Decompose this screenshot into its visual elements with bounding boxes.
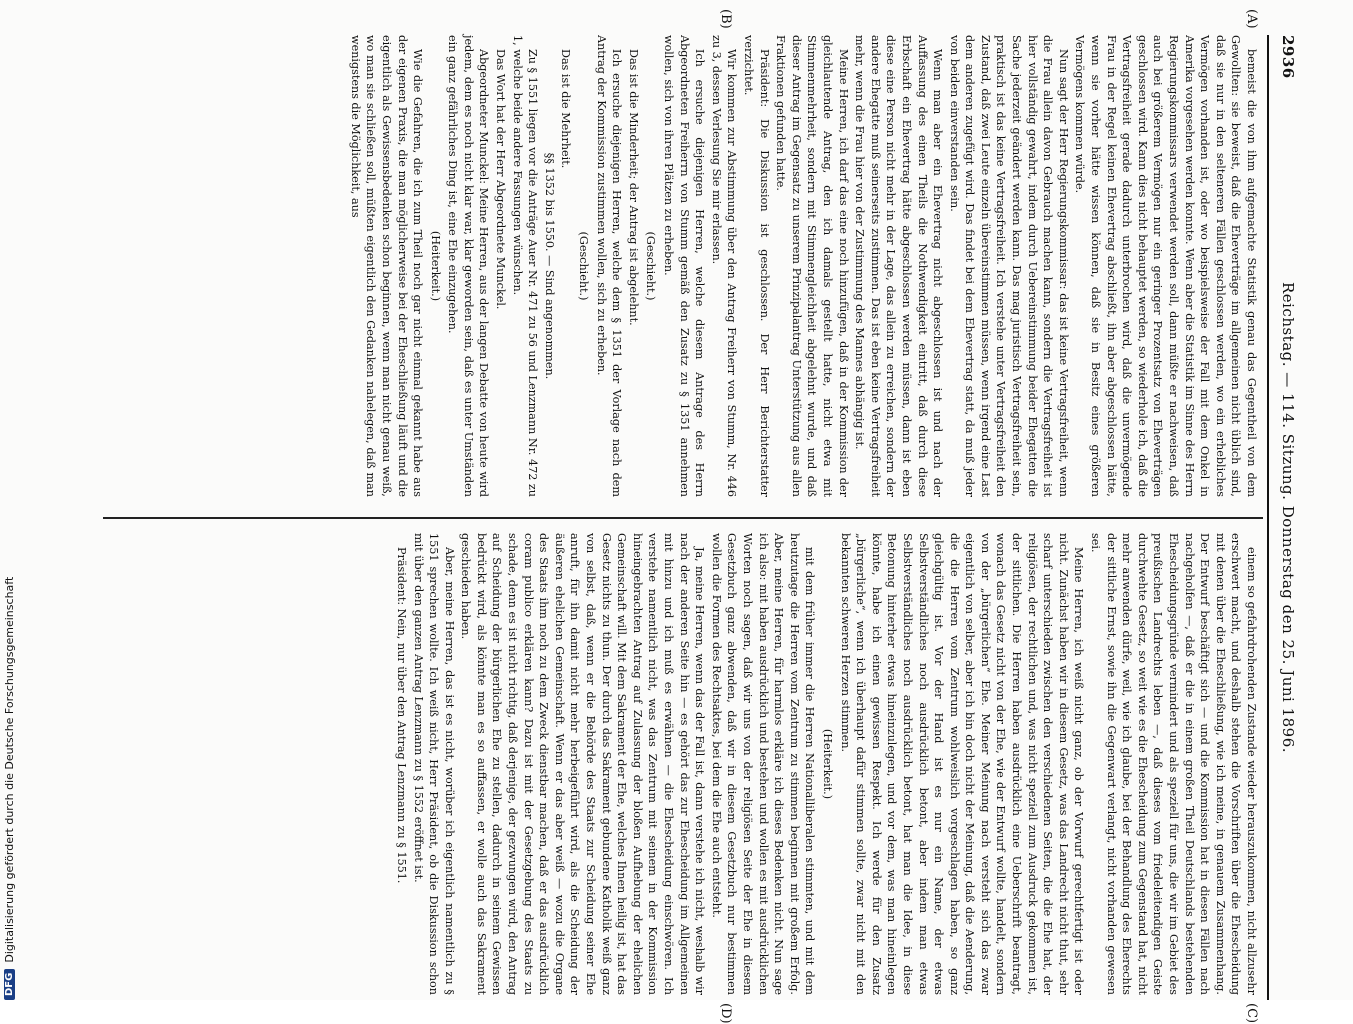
paragraph: mit dem früher immer die Herren Nationalliberalen stimmten, und mit dem heutzutage die Herren vom Zentrum zu stimmen beginnen mit großem Erfolg. Aber, meine Herren, für harmlos erkläre ich dieses Bedenken nicht. Nun sage ich also: mit haben ausdrücklich und bestehen und wollen es mit ausdrücklichen Worten noch sagen, daß wir uns von der religiösen Seite der Ehe in diesem Gesetzbuch ganz abwenden, daß wir in diesem Gesetzbuch nur bestimmen wollen die Formen des Rechtsaktes, bei dem die Ehe auch entsteht. — [709, 533, 817, 995]
margin-mark-b: (B) — [718, 9, 733, 29]
paragraph: einem so gefahrdrohenden Zustande wieder herauszukommen, nicht allzusehr erschwert macht, und deshalb stehen die Vorschriften über die Ehescheidung mit denen über die Eheschließung, wie ich meine, in genauem Zusammenhang. Der Entwurf beschäftigt sich — und die Kommission hat in diesen Fällen nach nachgeholfen —, daß er die in einem großen Theil Deutschlands bestehenden Ehescheidungsgründe vermindert und als speziell für uns, die wir im Gebiet des preußischen Landrechts leben —, daß dieses vom friedeleitendigen Geiste durchwehte Gesetz, so weit wie es die Ehescheidung zum Gegenstand hat, nicht mehr anwenden dürfe, weil, wie ich glaube, bei der Behandlung des Eherechts der sittliche Ernst, sowie ihn die Gegenwart verlangt, nicht vorhanden gewesen sei. — [1089, 533, 1258, 995]
margin-mark-d: (D) — [718, 1003, 733, 1024]
margin-mark-c: (C) — [1244, 1003, 1259, 1024]
dfg-logo: DFG — [4, 969, 15, 1000]
paragraph: Aber, meine Herren, das ist es nicht, worüber ich eigentlich namentlich zu § 1551 sprechen wollte. Ich weiß nicht, Herr Präsident, ob die Diskussion schon mit über den ganzen Antrag Lenzmann zu § 1552 eröffnet ist. — [411, 533, 456, 995]
paragraph: Wie die Gefahren, die ich zum Theil noch gar nicht einmal gekannt habe aus der eigenen Praxis, die man möglicherweise bei der Eheschließung läuft und die eigentlich als Gewissensbedenken schon beginnen, wenn man nicht genau weiß, wo man sie schließen soll, müßten eigentlich den Gedanken nahelegen, daß man wenigstens die Möglichkeit, aus — [348, 35, 425, 497]
page-title: Reichstag. — 114. Sitzung. Donnerstag den 25. Juni 1896. — [1279, 281, 1297, 754]
paragraph: Meine Herren, ich darf das eine noch hinzufügen, daß in der Kommission der gleichlautende Antrag, den ich damals gestellt hatte, nicht etwa mit Stimmenmehrheit, sondern mit Stimmengleichheit abgelehnt wurde, und daß dieser Antrag im Gegensatz zu unserem Prinzipalantrag Unterstützung aus allen Fraktionen gefunden hatte. — [774, 35, 850, 497]
paragraph: Ich ersuche diejenigen Herren, welche dem § 1351 der Vorlage nach dem Antrag der Kommission zustimmen wollen, sich zu erheben. — [594, 35, 624, 497]
paragraph: Wenn man aber ein Ehevertrag nicht abgeschlossen ist und nach der Auffassung des einen Theils die Nothwendigkeit eintritt, daß durch diese Erbschaft ein Ehevertrag hätte abgeschlossen werden müssen, dann ist eben diese eine Person nicht mehr in der Lage, das allein zu erreichen, sondern der andere Ehegatte muß seinerseits zustimmen. Das ist eben keine Vertragsfreiheit mehr, wenn die Frau hier von der Zustimmung des Mannes abhängig ist. — [853, 35, 945, 497]
stage-direction: (Geschieht.) — [577, 231, 591, 301]
paragraph: Präsident: Die Diskussion ist geschlossen. Der Herr Berichterstatter verzichtet. — [742, 35, 771, 497]
paragraph: Abgeordneter Munckel: Meine Herren, aus der langen Debatte von heute wird jedem, dem es noch nicht klar war, klar geworden sein, daß es unter Umständen ein ganz gefährliches Ding ist, eine Ehe einzugehen. — [446, 35, 491, 497]
margin-mark-a: (A) — [1244, 9, 1259, 29]
paragraph: Das ist die Mehrheit. — [559, 49, 573, 169]
right-column — [392, 533, 1259, 995]
footer-text: Digitalisierung gefördert durch die Deutsche Forschungsgemeinschaft — [2, 576, 16, 963]
paragraph: Das ist die Minderheit; der Antrag ist abgelehnt. — [626, 49, 640, 326]
paragraph: bemeist die von ihm aufgemachte Statistik genau das Gegentheil von dem Gewollten: sie beweist, daß die Eheverträge im allgemeinen nicht üblich sind, daß sie nur in den selteneren Fällen geschlossen werden, wo ein erhebliches Vermögen vorhanden ist, oder wo beispielsweise der Fall mit dem Onkel in Amerika vorgesehen werden konnte. Wenn aber die Statistik im Sinne des Herrn Regierungskommissars verwendet werden soll, dann müßte er nachweisen, daß auch bei größerem Vermögen nur ein geringer Prozentsatz von Eheverträgen geschlossen wird. Kann dies nicht behauptet werden, so wiederhole ich, daß die Vertragsfreiheit gerade dadurch unterbrochen wird, daß die unvermögende Frau in der Regel keinen Ehevertrag abschließt, ihn aber abgeschlossen hätte, wenn sie vorher hätte wissen können, daß sie in Besitz eines größeren Vermögens kommen würde. — [1073, 35, 1258, 497]
header-rule — [1267, 35, 1269, 1000]
stage-direction: (Heiterkeit.) — [820, 728, 834, 800]
page-number: 2936 — [1279, 35, 1297, 79]
paragraph: Das Wort hat der Herr Abgeordnete Munckel. — [494, 49, 508, 310]
left-column — [346, 35, 1259, 497]
footer-credit — [0, 0, 18, 1000]
paragraph: Nun sagt der Herr Regierungskommissar: das ist keine Vertragsfreiheit, wenn die Frau allein davon Gebrauch machen kann, sondern die Vertragsfreiheit ist hier vollständig gewahrt, indem durch Uebereinstimmung beider Ehegatten die Sache jederzeit geändert werden kann. Das mag juristisch Vertragsfreiheit sein, praktisch ist das keine Vertragsfreiheit. Ich verstehe unter Vertragsfreiheit den Zustand, daß zwei Leute einzeln übereinstimmen müssen, wenn irgend eine Last dem anderen zugefügt wird. Das findet bei dem Ehevertrag statt, da muß jeder von beiden einverstanden sein. — [947, 35, 1070, 497]
paragraph: Ja, meine Herren, wenn das der Fall ist, dann verstehe ich nicht, weshalb wir nach der anderen Seite hin — es gehört das zur Ehescheidung im Allgemeinen mit hinzu und ich muß es erwähnen — die Ehescheidung einschwören. Ich verstehe namentlich nicht, was das Zentrum mit seinem in der Kommission hineingebrachten Antrag auf Zulassung der bloßen Aufhebung der ehelichen Gemeinschaft will. Mit dem Sakrament der Ehe, welches Ihnen heilig ist, hat das Gesetz nichts zu thun. Der durch das Sakrament gebundene Katholik weiß ganz von selbst, daß, wenn er die Behörde des Staats zur Scheidung seiner Ehe anruft, für ihn damit nicht mehr herbeigeführt wird, als die Scheidung der äußeren ehelichen Gemeinschaft. Wenn er das aber weiß — wozu die Organe des Staats ihm noch zu dem Zweck dienstbar machen, daß er das ausdrücklich coram publico erklären kann? Dazu ist mit der Gesetzgebung des Staats zu schade, denn es ist nicht richtig, daß derjenige, der gezwungen wird, den Antrag auf Scheidung der bürgerlichen Ehe zu stellen, dadurch in seinem Gewissen bedrückt wird, als könnte man es so auffassen, er wolle auch das Sakrament geschieden haben. — [459, 533, 707, 995]
paragraph: Zu § 1551 liegen vor die Anträge Auer Nr. 471 zu 56 und Lenzmann Nr. 472 zu 1, welche beide andere Fassungen wünschen. — [510, 35, 540, 497]
paragraph: Wir kommen zur Abstimmung über den Antrag Freiherr von Stumm, Nr. 446 zu 3, dessen Verlesung Sie mir erlassen. — [709, 35, 739, 497]
stage-direction: (Geschieht.) — [644, 231, 658, 301]
paragraph: Meine Herren, ich weiß nicht ganz, ob der Vorwurf gerechtfertigt ist oder nicht. Zunächst haben wir in diesem Gesetz, was das Landrecht nicht thut, sehr scharf unterschieden zwischen den verschiedenen Seiten, die die Ehe hat, der religiösen, der rechtlichen und, was nicht speziell zum Ausdruck gekommen ist, der sittlichen. Die Herren haben ausdrücklich eine Ueberschrift beantragt, wonach das Gesetz nicht von der Ehe, wie der Entwurf wollte, handelt, sondern von der „bürgerlichen“ Ehe. Meiner Meinung nach versteht sich das zwar eigentlich von selber, aber ich bin doch nicht der Meinung, daß die Aenderung, die die Herren vom Zentrum wohlweislich vorgeschlagen haben, so ganz gleichgültig ist. Vor der Hand ist es nur ein Name, der etwas Selbstverständliches noch ausdrücklich betont, aber indem man etwas Selbstverständliches noch ausdrücklich betont, hat man die Idee, in diese Betonung hinterher etwas hineinzulegen, und vor dem, was man hineinlegen könnte, habe ich einen gewissen Respekt. Ich werde für den Zusatz „bürgerliche“, wenn ich überhaupt dafür stimmen sollte, zwar nicht mit den bekannten schweren Herzen stimmen. — [838, 533, 1086, 995]
stage-direction: (Heiterkeit.) — [428, 230, 442, 302]
column-divider — [103, 517, 1263, 519]
newspaper-sheet — [103, 9, 1303, 1024]
section-line: §§ 1352 bis 1550. — Sind angenommen. — [542, 152, 556, 380]
paragraph: Präsident: Nein, nur über den Antrag Lenzmann zu § 1551. — [394, 547, 408, 884]
page-header — [1273, 35, 1303, 1000]
paragraph: Ich ersuche diejenigen Herren, welche diesem Antrage des Herrn Abgeordneten Freiherrn von Stumm gemäß den Zusatz zu § 1351 annehmen wollen, sich von ihren Plätzen zu erheben. — [662, 35, 707, 497]
